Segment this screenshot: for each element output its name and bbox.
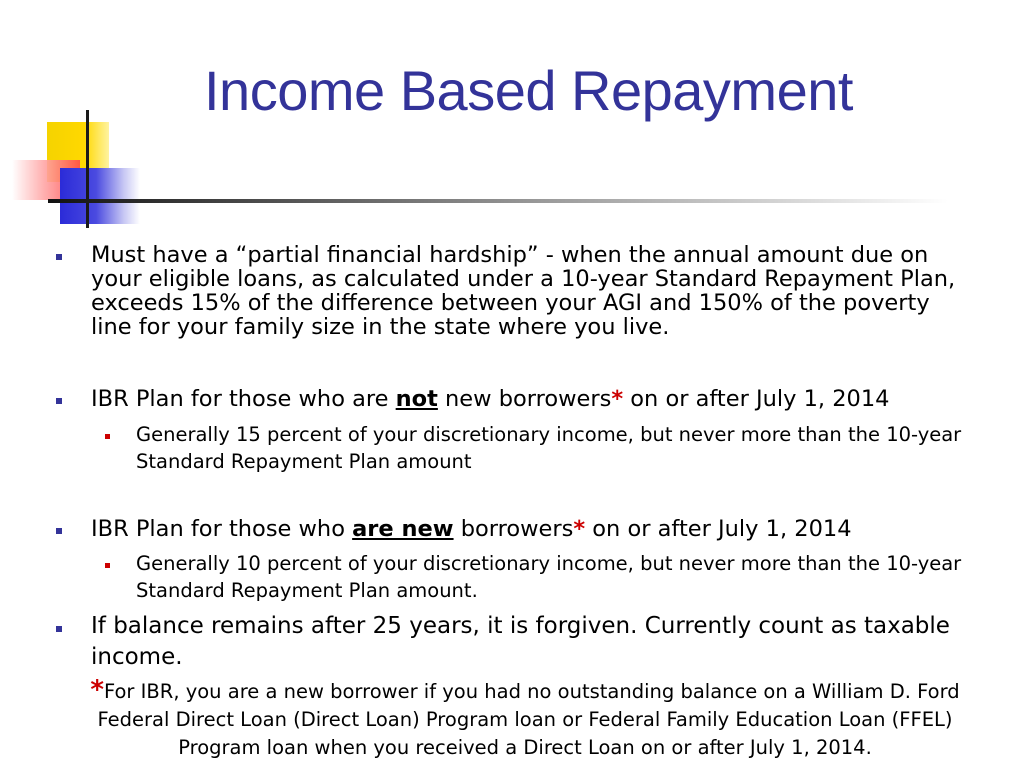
sub-bullet-10-percent-text: Generally 10 percent of your discretionary income, but never more than the 10-year Standard Repayment Plan amount.: [136, 552, 962, 602]
asterisk-marker: *: [611, 386, 624, 412]
bullet-icon: [56, 626, 62, 632]
emphasis-not: not: [395, 386, 438, 412]
emphasis-are-new: are new: [352, 516, 454, 542]
bullet-icon: [56, 254, 62, 260]
asterisk-marker: *: [573, 516, 586, 542]
title-divider: [48, 199, 948, 203]
logo-blue-square: [60, 168, 140, 224]
footnote: [60, 676, 990, 762]
footnote-asterisk: *: [90, 675, 104, 705]
bullet-hardship-text: Must have a “partial financial hardship” - when the annual amount due on your eligible loans, as calculated under a 10-year Standard Repayment Plan, exceeds 15% of the difference between your AGI and 150% of the poverty line for your family size in the state where you live.: [91, 242, 956, 340]
logo-vertical-line: [86, 110, 89, 228]
bullet-forgiven-text: If balance remains after 25 years, it is forgiven. Currently count as taxable income.: [91, 613, 950, 670]
bullet-not-new-text: IBR Plan for those who are not new borrowers* on or after July 1, 2014: [91, 386, 890, 412]
slide-title: Income Based Repayment: [204, 59, 853, 122]
bullet-icon: [56, 398, 62, 404]
sub-bullet-icon: [105, 563, 110, 568]
bullet-are-new-text: IBR Plan for those who are new borrowers* on or after July 1, 2014: [91, 516, 852, 542]
sub-bullet-icon: [105, 434, 110, 439]
footnote-text: For IBR, you are a new borrower if you had no outstanding balance on a William D. Ford Federal Direct Loan (Direct Loan) Program loan or Federal Family Education Loan (FFEL) Program loan when you received a Direct Loan on or after July 1, 2014.: [97, 680, 960, 759]
sub-bullet-15-percent-text: Generally 15 percent of your discretionary income, but never more than the 10-year Standard Repayment Plan amount: [136, 423, 962, 473]
decorative-logo: [0, 0, 160, 240]
bullet-icon: [56, 528, 62, 534]
